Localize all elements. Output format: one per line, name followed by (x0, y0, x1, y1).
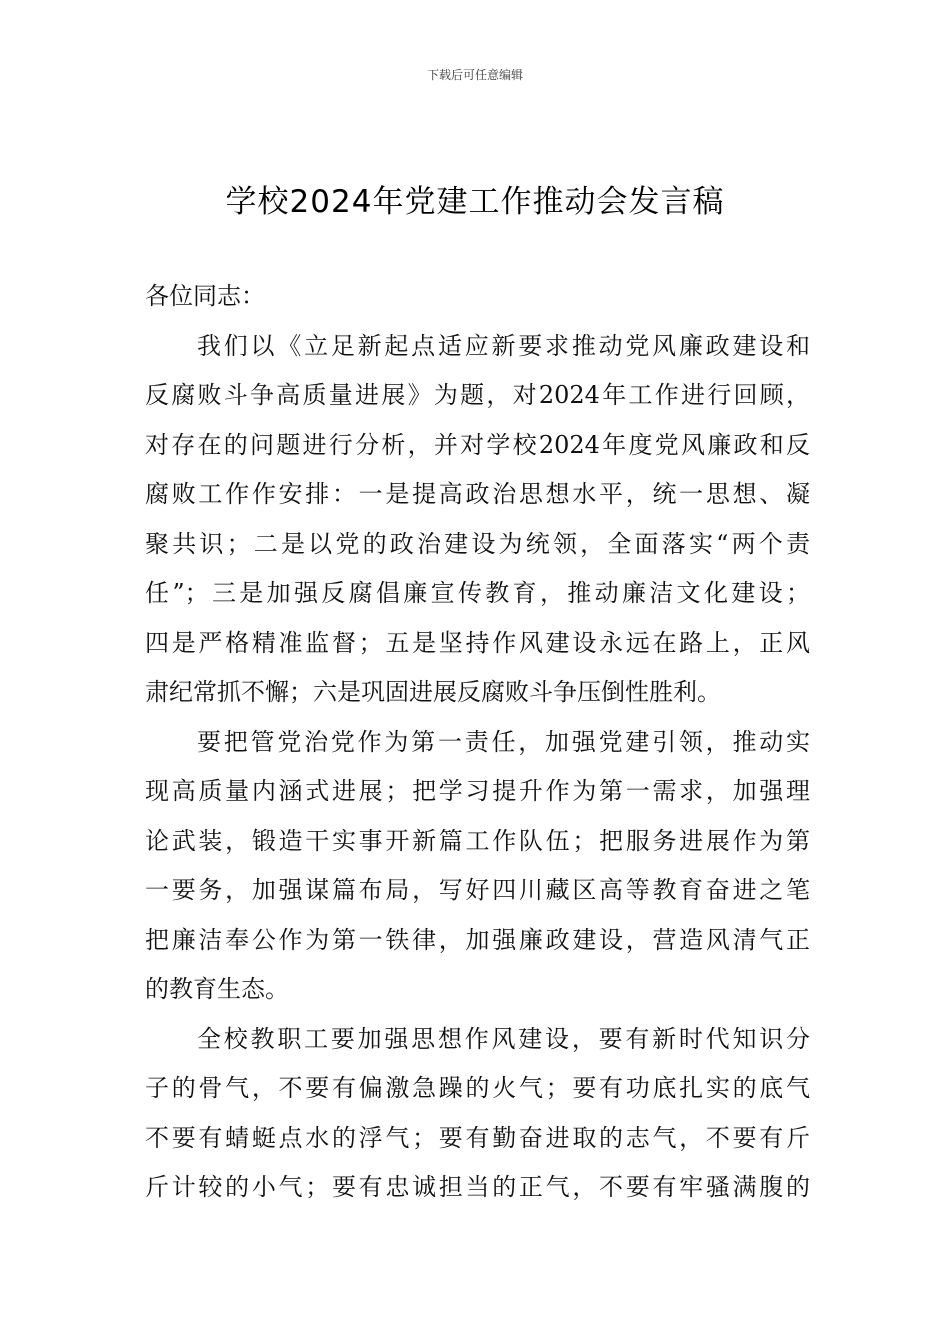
paragraph-line: 四是严格精准监督；五是坚持作风建设永远在路上，正风 (145, 628, 810, 657)
paragraph-line: 不要有蜻蜓点水的浮气；要有勤奋进取的志气，不要有斤 (145, 1123, 810, 1152)
paragraph-2 (145, 718, 810, 1015)
paragraph-line: 聚共识；二是以党的政治建设为统领，全面落实“两个责 (145, 529, 810, 558)
paragraph-line: 我们以《立足新起点适应新要求推动党风廉政建设和 (197, 331, 810, 360)
paragraph-line: 斤计较的小气；要有忠诚担当的正气，不要有牢骚满腹的 (145, 1173, 810, 1201)
paragraph-line: 的教育生态。 (145, 975, 289, 1003)
document-title: 学校2024年党建工作推动会发言稿 (225, 184, 725, 220)
paragraph-line: 腐败工作作安排：一是提高政治思想水平，统一思想、凝 (145, 480, 810, 508)
paragraph-line: 现高质量内涵式进展；把学习提升作为第一需求，加强理 (145, 777, 810, 805)
document-body (145, 272, 810, 1213)
paragraph-1 (145, 322, 810, 718)
paragraph-line: 任”；三是加强反腐倡廉宣传教育，推动廉洁文化建设； (145, 579, 810, 607)
header-note: 下载后可任意编辑 (426, 68, 523, 82)
paragraph-line: 一要务，加强谋篇布局，写好四川藏区高等教育奋进之笔 (145, 876, 810, 904)
paragraph-line: 论武装，锻造干实事开新篇工作队伍；把服务进展作为第 (145, 826, 810, 855)
salutation: 各位同志： (145, 282, 265, 310)
paragraph-line: 对存在的问题进行分析，并对学校2024年度党风廉政和反 (145, 430, 810, 459)
paragraph-line: 肃纪常抓不懈；六是巩固进展反腐败斗争压倒性胜利。 (145, 678, 721, 706)
paragraph-line: 反腐败斗争高质量进展》为题，对2024年工作进行回顾， (145, 381, 810, 409)
paragraph-3 (145, 1015, 810, 1213)
paragraph-line: 全校教职工要加强思想作风建设，要有新时代知识分 (197, 1024, 810, 1053)
paragraph-line: 要把管党治党作为第一责任，加强党建引领，推动实 (197, 727, 810, 756)
paragraph-line: 子的骨气，不要有偏激急躁的火气；要有功底扎实的底气 (145, 1074, 810, 1102)
paragraph-line: 把廉洁奉公作为第一铁律，加强廉政建设，营造风清气正 (145, 925, 810, 954)
